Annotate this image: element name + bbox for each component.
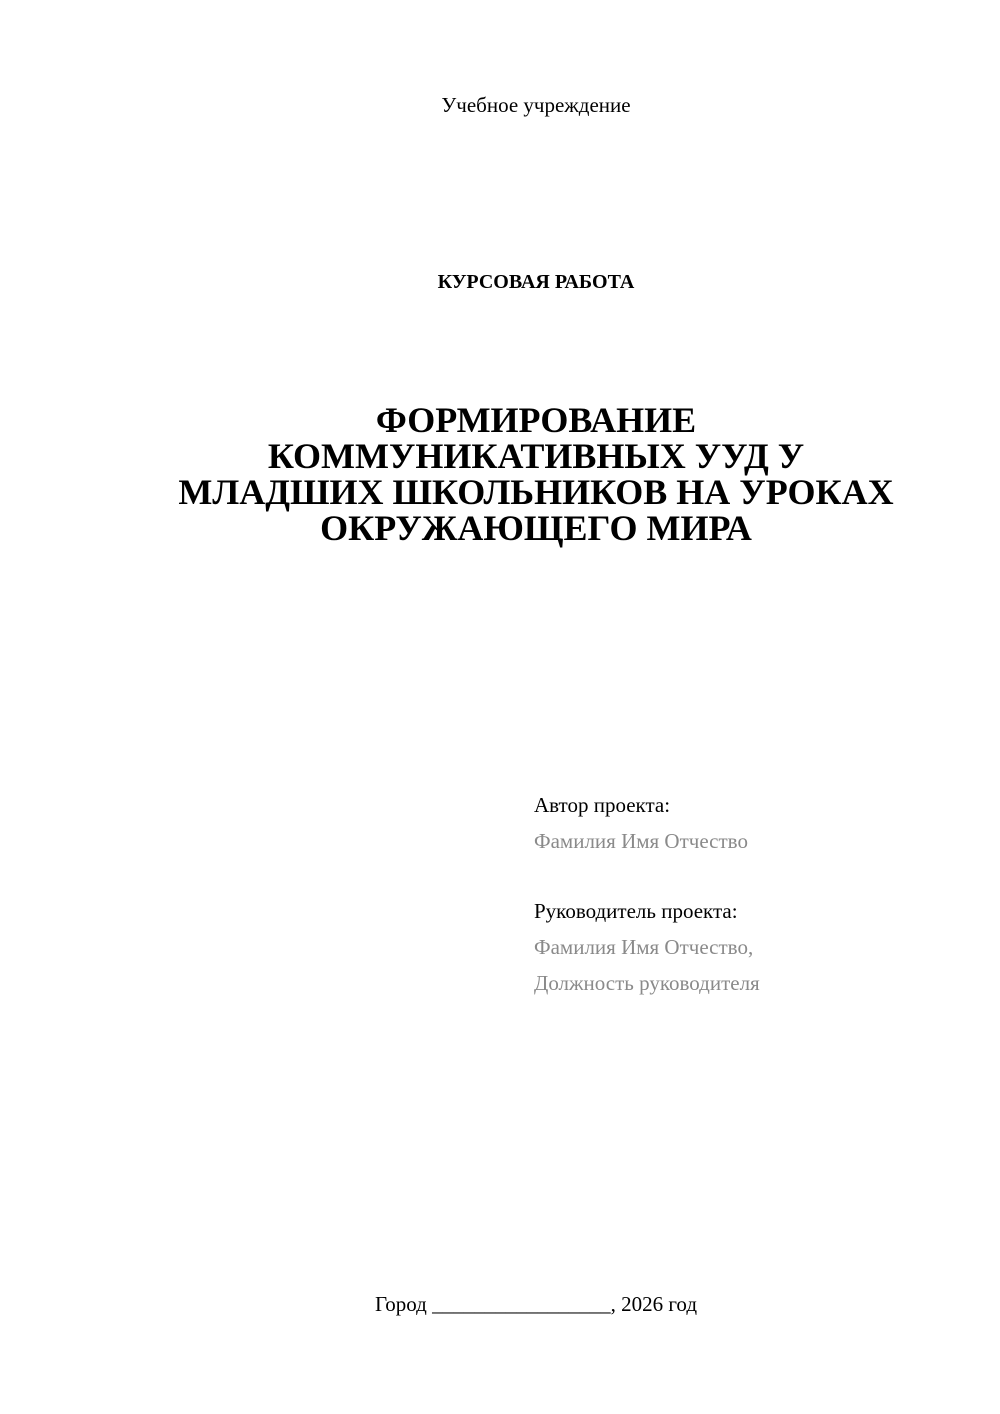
title-line: МЛАДШИХ ШКОЛЬНИКОВ НА УРОКАХ — [178, 472, 894, 512]
document-title — [120, 402, 952, 546]
supervisor-label: Руководитель проекта: — [534, 899, 738, 923]
author-label: Автор проекта: — [534, 793, 671, 817]
supervisor-position-placeholder: Должность руководителя — [534, 971, 760, 995]
supervisor-block — [534, 893, 974, 1001]
supervisor-name-placeholder: Фамилия Имя Отчество, — [534, 935, 754, 959]
title-line: ОКРУЖАЮЩЕГО МИРА — [320, 508, 752, 548]
title-line: КОММУНИКАТИВНЫХ УУД У — [267, 436, 805, 476]
document-type: КУРСОВАЯ РАБОТА — [437, 271, 635, 293]
author-name-placeholder: Фамилия Имя Отчество — [534, 829, 748, 853]
city-year-line: Город _________________, 2026 год — [374, 1292, 698, 1316]
author-block — [534, 787, 974, 859]
title-line: ФОРМИРОВАНИЕ — [375, 400, 697, 440]
institution-name: Учебное учреждение — [441, 93, 631, 117]
